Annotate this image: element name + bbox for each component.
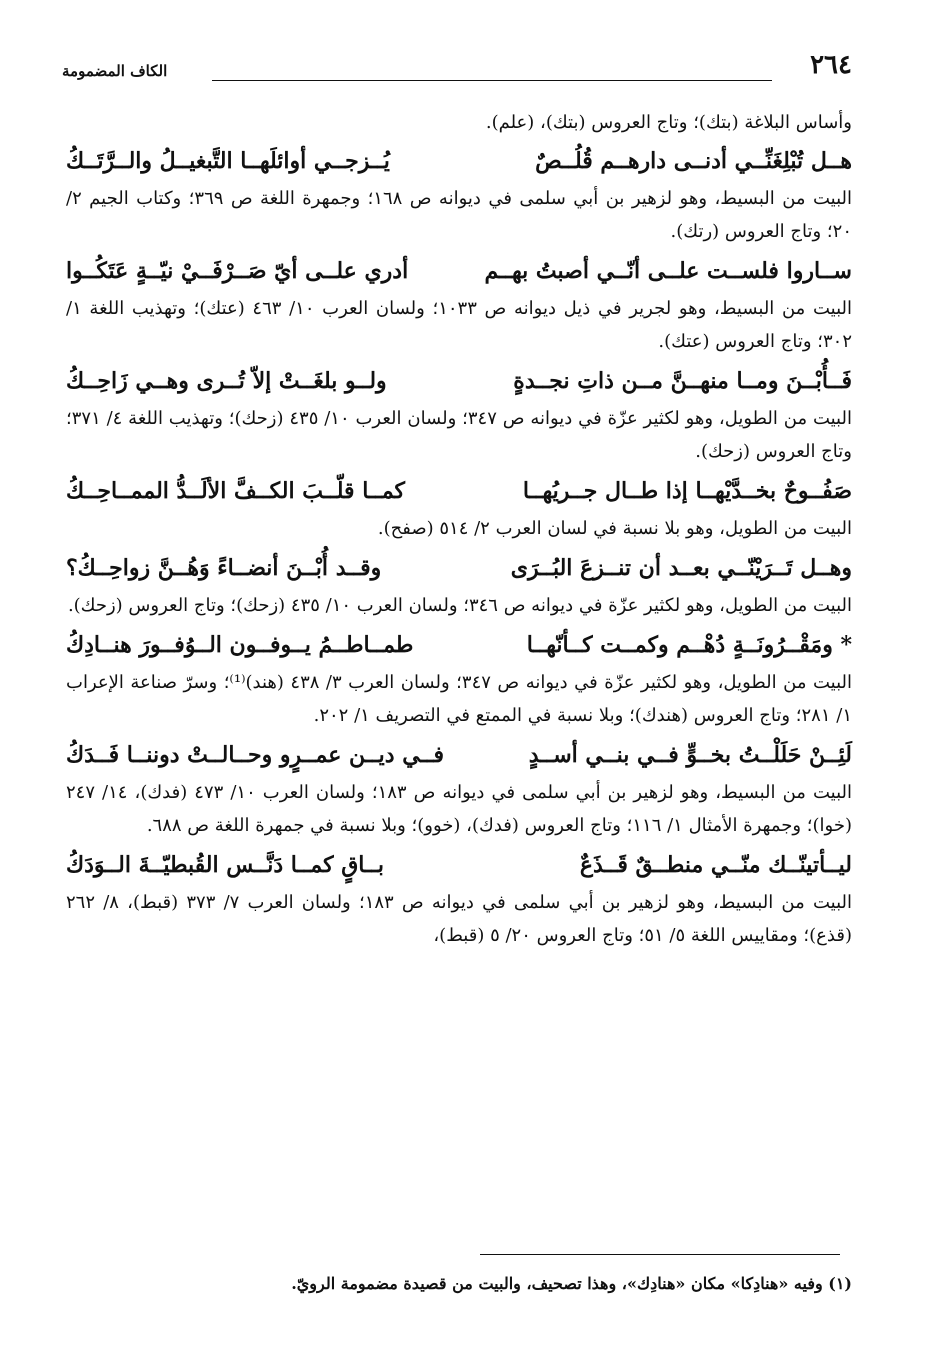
- verse-second-hemistich: يُــزجــي أوائلَهــا التَّبغيــلُ والــرَّتَــكُ: [66, 148, 390, 174]
- verse-first-hemistich: وهــل تَــرَيْنّــي بعــد أن تنــزعَ البُــرَى: [510, 555, 852, 581]
- verse-entry: [66, 551, 852, 622]
- verse-entry: [66, 738, 852, 842]
- verse-entry: [66, 848, 852, 952]
- running-head: الكاف المضمومة: [62, 62, 168, 80]
- verse-first-hemistich: لَئِــنْ حَلَلْــتُ بخــوٍّ فــي بنــي أســدٍ: [528, 742, 852, 768]
- footnote: (١) وفيه «هنادِكا» مكان «هنادِك»، وهذا تصحيف، والبيت من قصيدة مضمومة الرويّ.: [291, 1274, 852, 1293]
- verse-note: البيت من الطويل، وهو لكثير عزّة في ديوانه ص ٣٤٦؛ ولسان العرب ١٠/ ٤٣٥ (زحك)؛ وتاج العروس (زحك).: [67, 595, 852, 616]
- verse-line: [66, 738, 852, 772]
- verse-line: [66, 551, 852, 585]
- verse-line: [66, 144, 852, 178]
- verse-second-hemistich: أدري علــى أيّ صَــرْفَــيْ نيّــةٍ عَتَكُــوا: [66, 258, 409, 284]
- header-rule: [212, 80, 772, 81]
- verse-entry: [66, 474, 852, 545]
- verse-line: [66, 254, 852, 288]
- verse-second-hemistich: ولــو بلغَــتْ إلاّ تُــرى وهــي زَاحِــكُ: [66, 368, 387, 394]
- verse-first-hemistich: ســاروا فلســت علــى أنّــي أصبتُ بهــم: [484, 258, 852, 284]
- verse-line: [66, 474, 852, 508]
- verse-note: البيت من البسيط، وهو لزهير بن أبي سلمى في ديوانه ص ١٨٣؛ ولسان العرب ٧/ ٣٧٣ (قبط)، ٨/ ٢٦٢ (قذع)؛ ومقاييس اللغة ٥/ ٥١؛ وتاج العروس ٢٠/ ٥ (قبط)،: [66, 892, 852, 946]
- verse-note: البيت من البسيط، وهو لزهير بن أبي سلمى في ديوانه ص ١٦٨؛ وجمهرة اللغة ص ٣٦٩؛ وكتاب الجيم ٢/ ٢٠؛ وتاج العروس (رتك).: [66, 188, 852, 242]
- intro-line: وأساس البلاغة (بتك)؛ وتاج العروس (بتك)، (علم).: [485, 112, 852, 133]
- verse-first-hemistich: فَــأُبْــنَ ومــا منهــنَّ مــن ذاتِ نجــدةٍ: [513, 368, 852, 394]
- verse-entry: [66, 254, 852, 358]
- verse-second-hemistich: كمــا قلّــبَ الكــفَّ الألَــدُّ الممــاحِــكُ: [66, 478, 406, 504]
- verse-note: البيت من الطويل، وهو بلا نسبة في لسان العرب ٢/ ٥١٤ (صفح).: [377, 518, 852, 539]
- verse-second-hemistich: بــاقٍ كمــا دَنَّــس القُبطيّــةَ الــوَدَكُ: [66, 852, 385, 878]
- page-header: [62, 48, 852, 88]
- verse-entry: [66, 364, 852, 468]
- footnote-rule: [480, 1254, 840, 1255]
- verse-first-hemistich: صَفُــوحٌ بخــدَّيْهــا إذا طــال جــريُهــا: [522, 478, 852, 504]
- verse-entry: [66, 144, 852, 248]
- verse-note: البيت من الطويل، وهو لكثير عزّة في ديوانه ص ٣٤٧؛ ولسان العرب ٣/ ٤٣٨ (هند)⁽¹⁾؛ وسرّ صناعة الإعراب ١/ ٢٨١؛ وتاج العروس (هندك)؛ وبلا نسبة في الممتع في التصريف ١/ ٢٠٢.: [66, 672, 852, 726]
- verse-note: البيت من البسيط، وهو لجرير في ذيل ديوانه ص ١٠٣٣؛ ولسان العرب ١٠/ ٤٦٣ (عتك)؛ وتهذيب اللغة ١/ ٣٠٢؛ وتاج العروس (عتك).: [66, 298, 852, 352]
- verse-note: البيت من البسيط، وهو لزهير بن أبي سلمى في ديوانه ص ١٨٣؛ ولسان العرب ١٠/ ٤٧٣ (فدك)، ١٤/ ٢٤٧ (خوا)؛ وجمهرة الأمثال ١/ ١١٦؛ وتاج العروس (فدك)، (خوو)؛ وبلا نسبة في جمهرة اللغة ص ٦٨٨.: [66, 782, 852, 836]
- verse-second-hemistich: وقــد أُبْــنَ أنضــاءً وَهُــنَّ زواحِــكُ؟: [66, 555, 382, 581]
- verse-second-hemistich: طمــاطــمُ يــوفــون الــوُفــورَ هنــادِكُ: [66, 632, 414, 658]
- verse-second-hemistich: فــي ديــن عمــرٍو وحــالــتْ دوننــا فَــدَكُ: [66, 742, 444, 768]
- verse-first-hemistich: * ومَقْــرُونَــةٍ دُهْــم وكمــت كــأنّهــا: [526, 632, 852, 658]
- verse-line: [66, 848, 852, 882]
- verse-line: [66, 628, 852, 662]
- verse-line: [66, 364, 852, 398]
- page-body: [66, 108, 852, 958]
- verse-first-hemistich: هــل تُبْلِغَنِّــي أدنــى دارهــم قُلُــصٌ: [535, 148, 852, 174]
- verse-entry: [66, 628, 852, 732]
- verse-note: البيت من الطويل، وهو لكثير عزّة في ديوانه ص ٣٤٧؛ ولسان العرب ١٠/ ٤٣٥ (زحك)؛ وتهذيب اللغة ٤/ ٣٧١؛ وتاج العروس (زحك).: [66, 408, 852, 462]
- page-number: ٢٦٤: [810, 50, 852, 80]
- verse-first-hemistich: ليــأتينّــك منّــي منطــقٌ قَــذَعٌ: [579, 852, 852, 878]
